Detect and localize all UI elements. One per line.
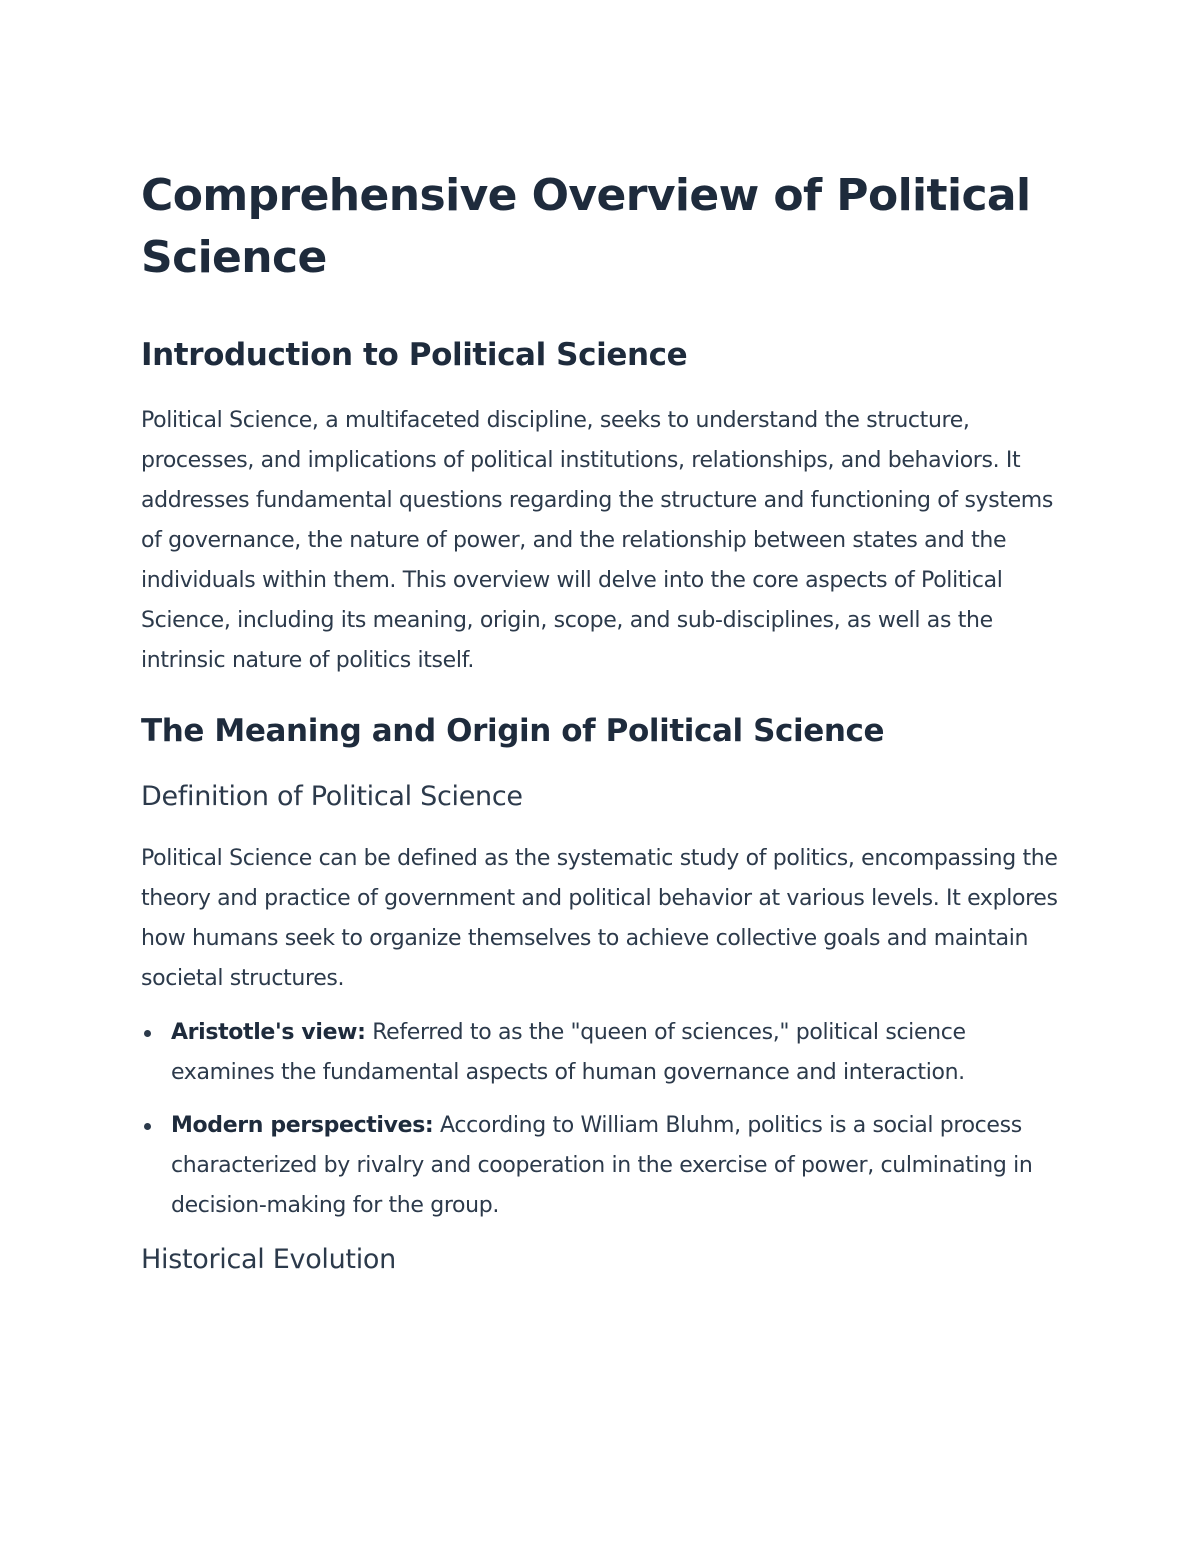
bullet-text: According to William Bluhm, politics is a social process characterized by rivalry and cooperation in the exercise of power, culminating in decision-making for the group. <box>171 1113 1033 1218</box>
bullet-term: Aristotle's view: <box>171 1020 366 1045</box>
bullet-dot-icon <box>144 1030 151 1037</box>
introduction-paragraph: Political Science, a multifaceted discipline, seeks to understand the structure, processes, and implications of political institutions, relationships, and behaviors. It addresses fundamental questions regarding the structure and functioning of systems of governance, the nature of power, and the relationship between states and the individuals within them. This overview will delve into the core aspects of Political Science, including its meaning, origin, scope, and sub-disciplines, as well as the intrinsic nature of politics itself. <box>141 408 1053 673</box>
subsection-heading-definition: Definition of Political Science <box>141 781 523 812</box>
section-heading-introduction: Introduction to Political Science <box>141 337 688 373</box>
section-heading-meaning-origin: The Meaning and Origin of Political Science <box>141 713 885 749</box>
subsection-heading-historical-evolution: Historical Evolution <box>141 1244 396 1275</box>
bullet-dot-icon <box>144 1123 151 1130</box>
document-page <box>141 165 1066 1278</box>
list-item <box>141 1106 1066 1226</box>
definition-bullet-list <box>141 1013 1066 1226</box>
definition-paragraph: Political Science can be defined as the systematic study of politics, encompassing the theory and practice of government and political behavior at various levels. It explores how humans seek to organize themselves to achieve collective goals and maintain societal structures. <box>141 846 1058 991</box>
document-title: Comprehensive Overview of Political Science <box>141 170 1031 283</box>
list-item <box>141 1013 1066 1093</box>
bullet-text: Referred to as the "queen of sciences," political science examines the fundamental aspects of human governance and interaction. <box>171 1020 966 1085</box>
bullet-term: Modern perspectives: <box>171 1113 434 1138</box>
